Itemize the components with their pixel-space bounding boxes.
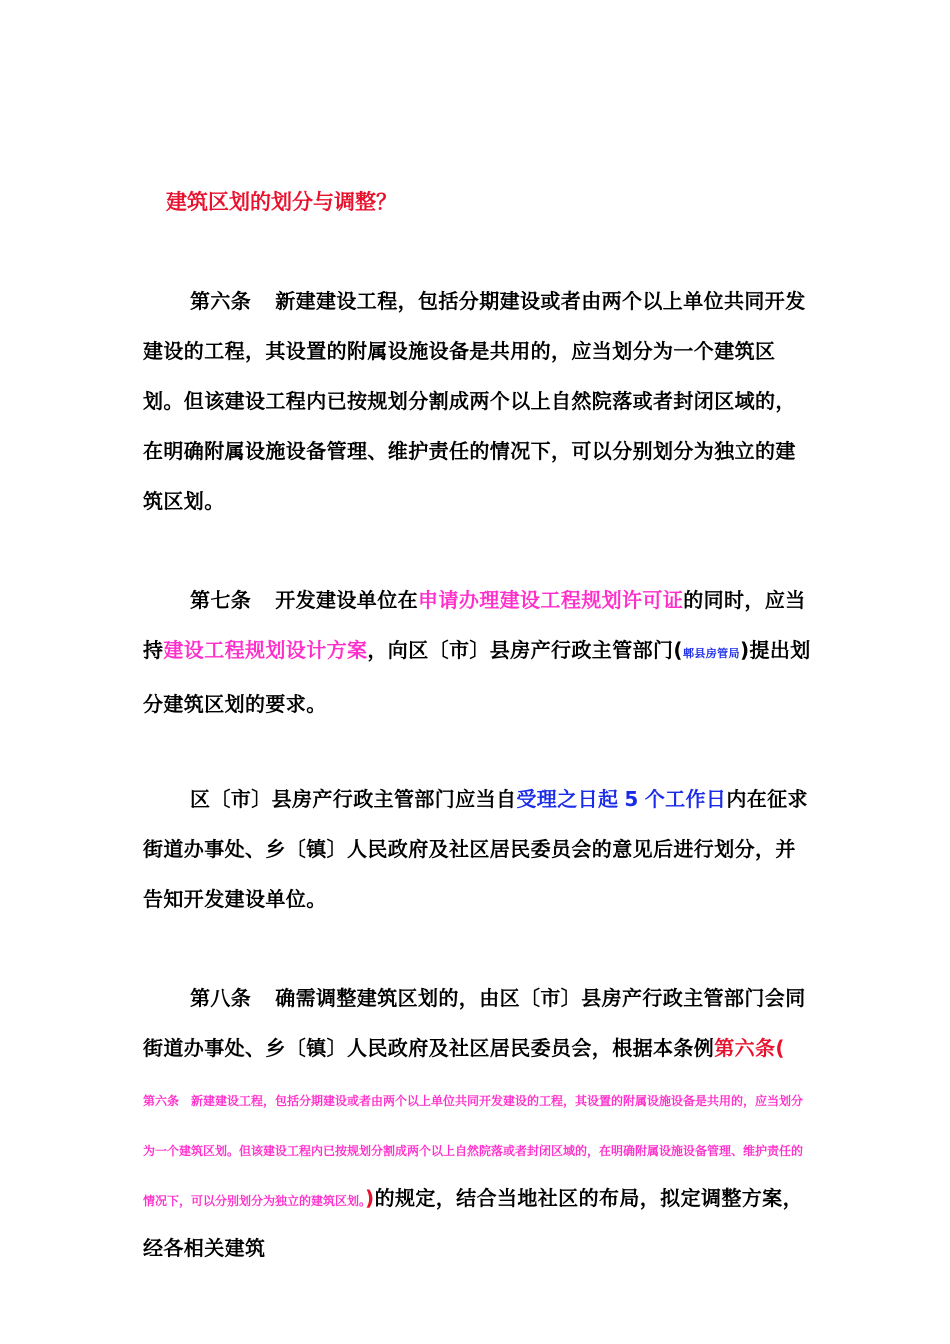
article-6-text: 新建建设工程，包括分期建设或者由两个以上单位共同开发建设的工程，其设置的附属设施设备是共用的，应当划分为一个建筑区划。但该建设工程内已按规划分割成两个以上自然院落或者封闭区域的，在明确附属设施设备管理、维护责任的情况下，可以分别划分为独立的建筑区划。: [143, 289, 806, 513]
article-7b-highlight-number: 5: [624, 787, 639, 811]
article-7-label: 第七条: [190, 588, 252, 612]
article-7b-text-2: 内在征求街道办事处、乡〔镇〕人民政府及社区居民委员会的意见后进行划分，并告知开发建设单位。: [143, 787, 808, 911]
article-7-paren-open: (: [673, 638, 683, 662]
article-7b-text-1: 区〔市〕县房产行政主管部门应当自: [190, 787, 517, 811]
article-7-text-3: ，向区〔市〕县房产行政主管部门: [367, 638, 674, 662]
article-7-text-1: 开发建设单位在: [275, 588, 419, 612]
article-7-note-bureau: 郫县房管局: [682, 647, 740, 660]
article-7-highlight-permit: 申请办理建设工程规划许可证: [418, 588, 684, 612]
article-7b-highlight-days: 个工作日: [644, 787, 727, 811]
article-7-paragraph: [143, 575, 811, 729]
article-6-paragraph: [143, 276, 811, 526]
article-7-second-paragraph: [143, 774, 811, 924]
article-8-text-1: 确需调整建筑区划的，由区〔市〕县房产行政主管部门会同街道办事处、乡〔镇〕人民政府及社区居民委员会，根据本条例: [143, 986, 806, 1060]
article-6-label: 第六条: [190, 289, 252, 313]
article-7b-highlight-from: 受理之日起: [516, 787, 619, 811]
article-8-inline-note: [143, 1044, 805, 1208]
article-7-text-4: 提出划分建筑区划的要求。: [143, 638, 811, 716]
document-title: 建筑区划的划分与调整？: [166, 190, 397, 214]
article-8-note-text: 第六条 新建建设工程，包括分期建设或者由两个以上单位共同开发建设的工程，其设置的附属设施设备是共用的，应当划分为一个建筑区划。但该建设工程内已按规划分割成两个以上自然院落或者封闭区域的，在明确附属设施设备管理、维护责任的情况下，可以分别划分为独立的建筑区划: [143, 1094, 804, 1208]
article-8-paragraph: [143, 973, 811, 1273]
article-7-paren-close: ): [739, 638, 750, 662]
article-7-highlight-plan: 建设工程规划设计方案: [163, 638, 368, 662]
article-8-label: 第八条: [190, 986, 252, 1010]
article-7-text-2: 的同时，应当持: [143, 588, 806, 662]
article-8-reference: 第六条(: [714, 1036, 785, 1060]
article-8-note-end: 。: [359, 1194, 366, 1208]
article-8-text-2: 的规定，结合当地社区的布局，拟定调整方案，经各相关建筑: [143, 1186, 803, 1260]
article-8-reference-close: ): [365, 1186, 375, 1210]
